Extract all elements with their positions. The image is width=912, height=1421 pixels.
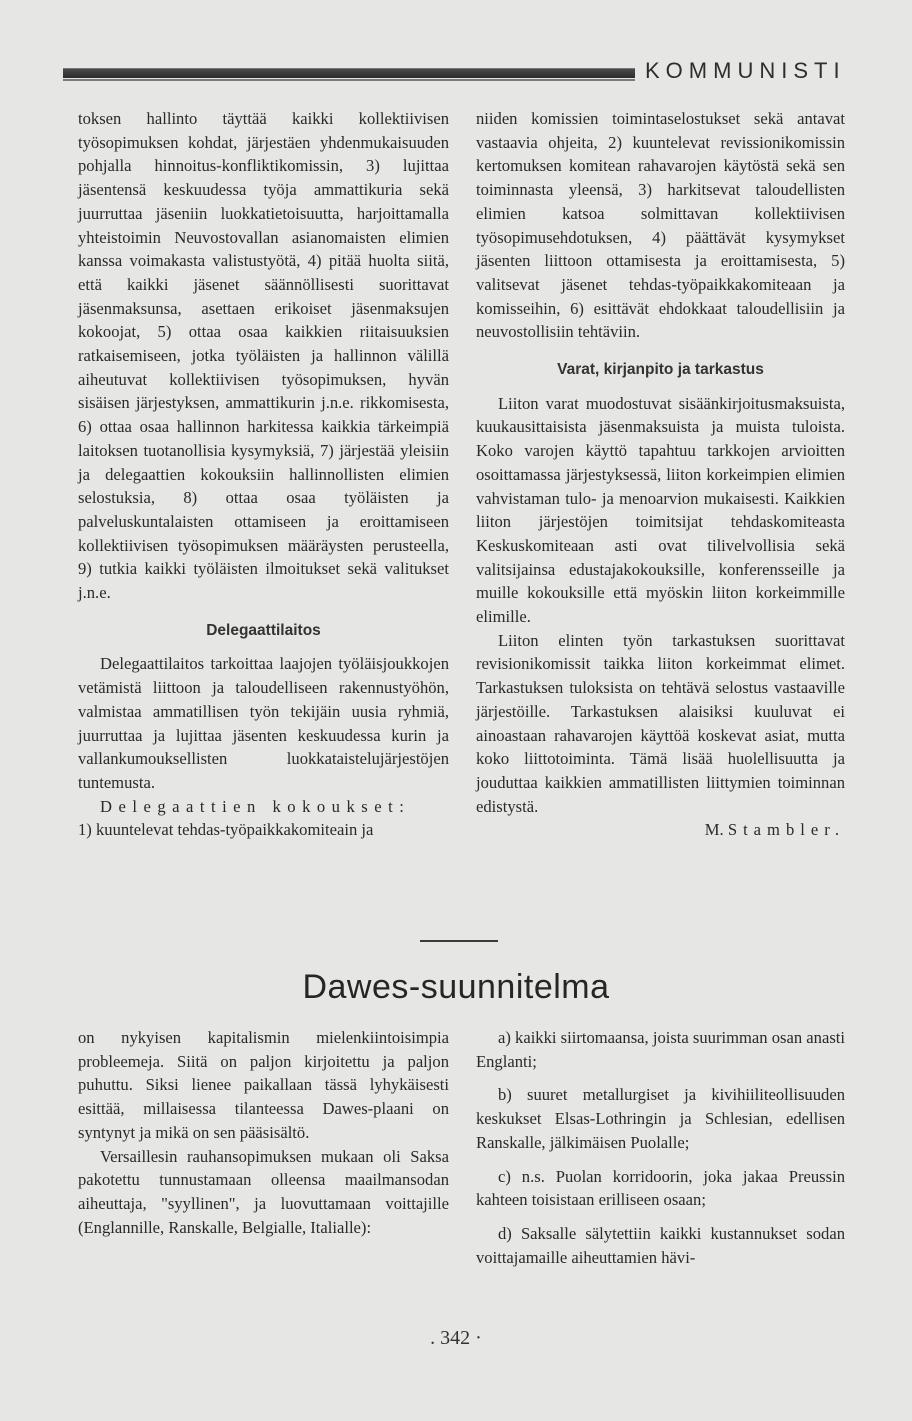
section-divider xyxy=(420,940,498,942)
paragraph: on nykyisen kapitalismin mielenkiintoisimpia probleemeja. Siitä on paljon kirjoitettu ja paljon puhuttu. Siksi lienee paikallaan tässä lyhykäisesti esittää, millaisessa tilanteessa Dawes-plaani on syntynyt ja mikä on sen pääsisältö. xyxy=(78,1028,449,1142)
header-rule-thin xyxy=(63,79,635,81)
paragraph: Liiton varat muodostuvat sisäänkirjoitusmaksuista, kuukausittaisista jäsenmaksuista ja muista tuloista. Koko varojen käyttö tapahtuu tarkkojen arvioitten osoittamassa järjestyksessä, liiton korkeimpien elimien vahvistaman tulo- ja menoarvion mukaisesti. Kaikkien liiton järjestöjen toimitsijat tehdaskomiteasta Keskuskomiteaan asti ovat tilivelvollisia sekä valitsijainsa edustajakokouksille, konferensseille ja muille kokouksille että myöskin liiton korkeimmille elimille. xyxy=(476,393,845,627)
signature-name: Stambler. xyxy=(727,820,845,840)
left-column-top xyxy=(78,107,449,842)
paragraph: niiden komissien toimintaselostukset sekä antavat vastaavia ohjeita, 2) kuuntelevat revissionikomissin kertomuksen komitean rahavarojen käytöstä sekä sen toiminnasta yleensä, 3) harkitsevat taloudellisten elimien katsoa solmittavan kollektiivisen työsopimusehdotuksen, 4) päättävät kysymykset jäsenten liittoon ottamisesta ja eroittamisesta, 5) valitsevat jäsenet tehdas-työpaikkakomiteaan ja komisseihin, 6) esittävät ehdokkaat taloudellisiin ja neuvostollisiin tehtäviin. xyxy=(476,109,845,342)
right-column-bottom xyxy=(476,1026,845,1279)
section-heading-varat: Varat, kirjanpito ja tarkastus xyxy=(557,361,764,379)
paragraph: Versaillesin rauhansopimuksen mukaan oli Saksa pakotettu tunnustamaan olleensa maailmansodan aiheuttaja, "syyllinen", ja luovuttamaan voittajille (Englannille, Ranskalle, Belgialle, Italialle): xyxy=(78,1146,449,1237)
running-title: KOMMUNISTI xyxy=(645,58,846,83)
spaced-heading: Delegaattien kokoukset: xyxy=(100,796,411,816)
paragraph: toksen hallinto täyttää kaikki kollektiivisen työsopimuksen kohdat, järjestäen yhdenmukaisuuden pohjalla hinnoitus-konfliktikomissin, 3) lujittaa jäsentensä keskuudessa työja ammattikuria sekä juurruttaa jäseniin luokkatietoisuutta, harjoittamalla yhteistoimin Neuvostovallan asianomaisten elimien kanssa voimakasta valistustyötä, 4) pitää huolta siitä, että kaikki jäsenet säännöllisesti suorittavat jäsenmaksunsa, asettaen erikoiset jäsenmaksujen kokoojat, 5) ottaa osaa kaikkien riitaisuuksien ratkaisemiseen, jotka työläisten ja hallinnon välillä aiheutuvat kollektiivisen työsopimuksen, hyvän sisäisen järjestyksen, ammattikurin j.n.e. rikkomisesta, 6) ottaa osaa hallinnon harkitessa kaikkia tärkeimpiä laitoksen tuotanollisia kysymyksiä, 7) järjestää yleisiin ja delegaattien kokouksiin hallinnollisten elimien selostuksia, 8) ottaa osaa työläisten ja palveluskuntalaisten ottamiseen ja eroittamiseen kollektiivisen työsopimuksen määräysten perusteella, 9) tutkia kaikki työläisten ilmoitukset sekä valitukset j.n.e. xyxy=(78,109,449,603)
list-item: b) suuret metallurgiset ja kivihiiliteollisuuden keskukset Elsas-Lothringin ja Schlesian, edellisen Ranskalle, jälkimäisen Puolalle; xyxy=(476,1085,845,1152)
left-column-bottom xyxy=(78,1026,449,1239)
right-column-top xyxy=(476,107,845,842)
section-heading-delegaattilaitos: Delegaattilaitos xyxy=(206,621,321,639)
page-number: . 342 · xyxy=(430,1327,482,1349)
signature xyxy=(476,818,845,842)
paragraph: Delegaattilaitos tarkoittaa laajojen työläisjoukkojen vetämistä liittoon ja taloudelliseen rakennustyöhön, valmistaa ammatillisen työn tekijäin uusia ryhmiä, juurruttaa ja lujittaa jäsenten keskuudessa kurin ja vallankumouksellisten luokkataistelujärjestöjen tuntemusta. xyxy=(78,654,449,792)
paragraph: 1) kuuntelevat tehdas-työpaikkakomiteain ja xyxy=(78,820,374,840)
signature-initial: M. xyxy=(704,820,724,840)
list-item: a) kaikki siirtomaansa, joista suurimman osan anasti Englanti; xyxy=(476,1028,846,1071)
list-item: c) n.s. Puolan korridoorin, joka jakaa Preussin kahteen toisistaan erilliseen osaan; xyxy=(476,1166,845,1210)
list-item: d) Saksalle sälytettiin kaikki kustannukset sodan voittajamaille aiheuttamien hävi- xyxy=(476,1223,845,1267)
paragraph: Liiton elinten työn tarkastuksen suorittavat revisionikomissit taikka liiton korkeimmat elimet. Tarkastuksen tuloksista on tehtävä selostus vastaaville järjestöille. Tarkastuksen alaisiksi kuuluvat ei ainoastaan rahavarojen käyttöä koskevat asiat, mutta koko liittotoiminta. Tämä lisää huolellisuutta ja jouduttaa kaikkien ammatillisten liittymien toiminnan edistystä. xyxy=(476,630,845,816)
article-title: Dawes-suunnitelma xyxy=(302,968,610,1006)
header-rule xyxy=(63,68,635,78)
